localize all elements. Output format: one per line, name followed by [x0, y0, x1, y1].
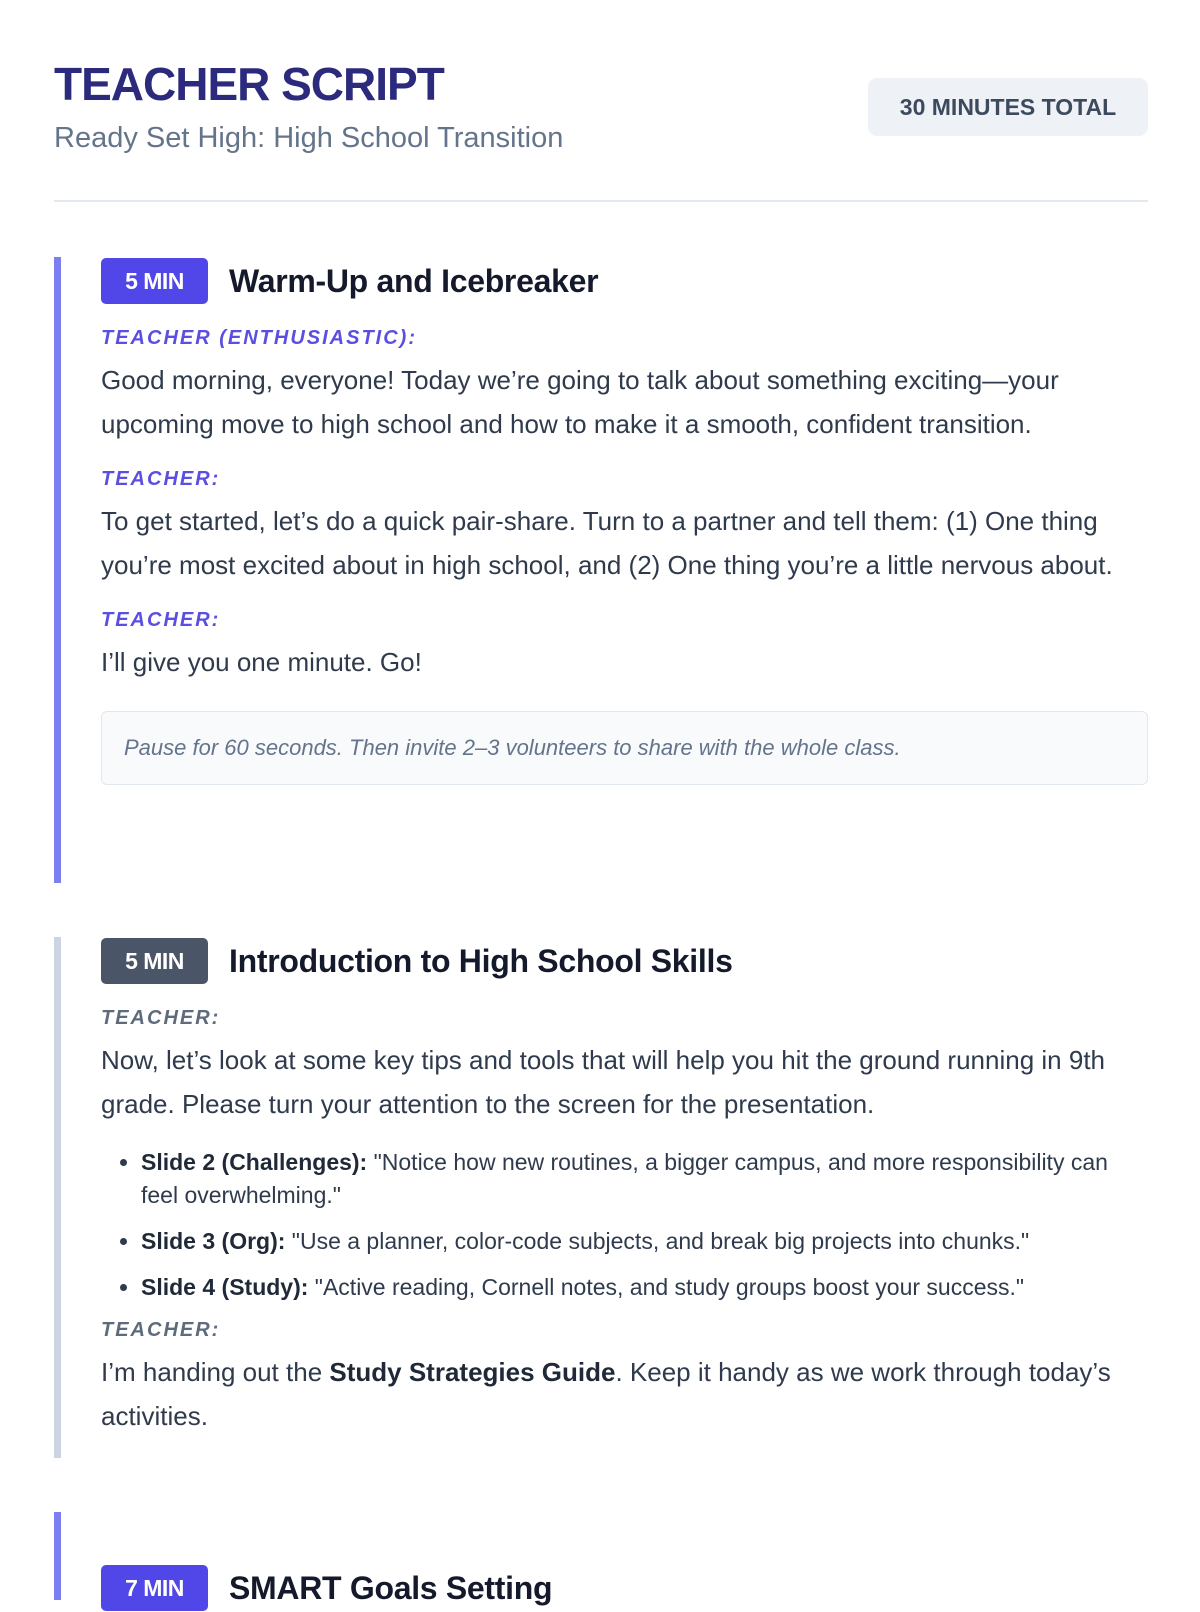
speaker-label: TEACHER:: [101, 1007, 221, 1029]
script-text: To get started, let’s do a quick pair-share. Turn to a partner and tell them: (1) One thing you’re most excited about in high school, and (2) One thing you’re a little nervous about.: [101, 506, 1113, 580]
list-item: [141, 1225, 1148, 1258]
slide-quote: "Notice how new routines, a bigger campus, and more responsibility can feel overwhelming.": [141, 1149, 1108, 1208]
slide-quote: "Use a planner, color-code subjects, and break big projects into chunks.": [285, 1228, 1030, 1254]
section-smart-goals: [54, 1512, 1148, 1606]
script-text-part: . Keep it handy as we work through today’s activities.: [101, 1357, 1111, 1431]
section-content: [101, 1564, 1148, 1612]
section-header: [101, 1564, 1148, 1612]
section-warm-up: [54, 257, 1148, 883]
section-header: [101, 937, 1148, 985]
list-item: [141, 1271, 1148, 1304]
total-time-badge: 30 MINUTES TOTAL: [868, 78, 1148, 136]
section-content: [101, 257, 1148, 785]
time-badge: 5 MIN: [101, 258, 208, 304]
script-text: I’ll give you one minute. Go!: [101, 647, 422, 677]
section-accent-bar: [54, 1512, 61, 1600]
handout-name: Study Strategies Guide: [329, 1357, 616, 1387]
list-item: [141, 1146, 1148, 1212]
speaker-label: TEACHER:: [101, 609, 221, 631]
slide-list: [101, 1146, 1148, 1304]
section-intro-skills: [54, 937, 1148, 1458]
section-accent-bar: [54, 937, 61, 1458]
slide-label: Slide 3 (Org):: [141, 1228, 286, 1254]
section-content: [101, 937, 1148, 1438]
speaker-label: TEACHER:: [101, 468, 221, 490]
slide-label: Slide 2 (Challenges):: [141, 1149, 368, 1175]
section-title: Introduction to High School Skills: [229, 942, 733, 979]
stage-direction-note: Pause for 60 seconds. Then invite 2–3 volunteers to share with the whole class.: [101, 711, 1148, 785]
time-badge: 5 MIN: [101, 938, 208, 984]
page-subtitle: Ready Set High: High School Transition: [54, 122, 564, 154]
script-text: [101, 1351, 1148, 1438]
slide-quote: "Active reading, Cornell notes, and study groups boost your success.": [308, 1274, 1025, 1300]
section-title: SMART Goals Setting: [229, 1569, 553, 1606]
section-header: [101, 257, 1148, 305]
speaker-label: TEACHER (ENTHUSIASTIC):: [101, 327, 417, 349]
section-accent-bar: [54, 257, 61, 883]
speaker-label: TEACHER:: [101, 1319, 221, 1341]
script-text: Now, let’s look at some key tips and tools that will help you hit the ground running in 9th grade. Please turn your attention to the screen for the presentation.: [101, 1045, 1105, 1119]
script-text: Good morning, everyone! Today we’re going to talk about something exciting—your upcoming move to high school and how to make it a smooth, confident transition.: [101, 365, 1059, 439]
section-title: Warm-Up and Icebreaker: [229, 262, 599, 299]
page-header: [54, 54, 1148, 202]
slide-label: Slide 4 (Study):: [141, 1274, 309, 1300]
page-title: TEACHER SCRIPT: [54, 58, 444, 110]
time-badge: 7 MIN: [101, 1565, 208, 1611]
script-text-part: I’m handing out the: [101, 1357, 330, 1387]
